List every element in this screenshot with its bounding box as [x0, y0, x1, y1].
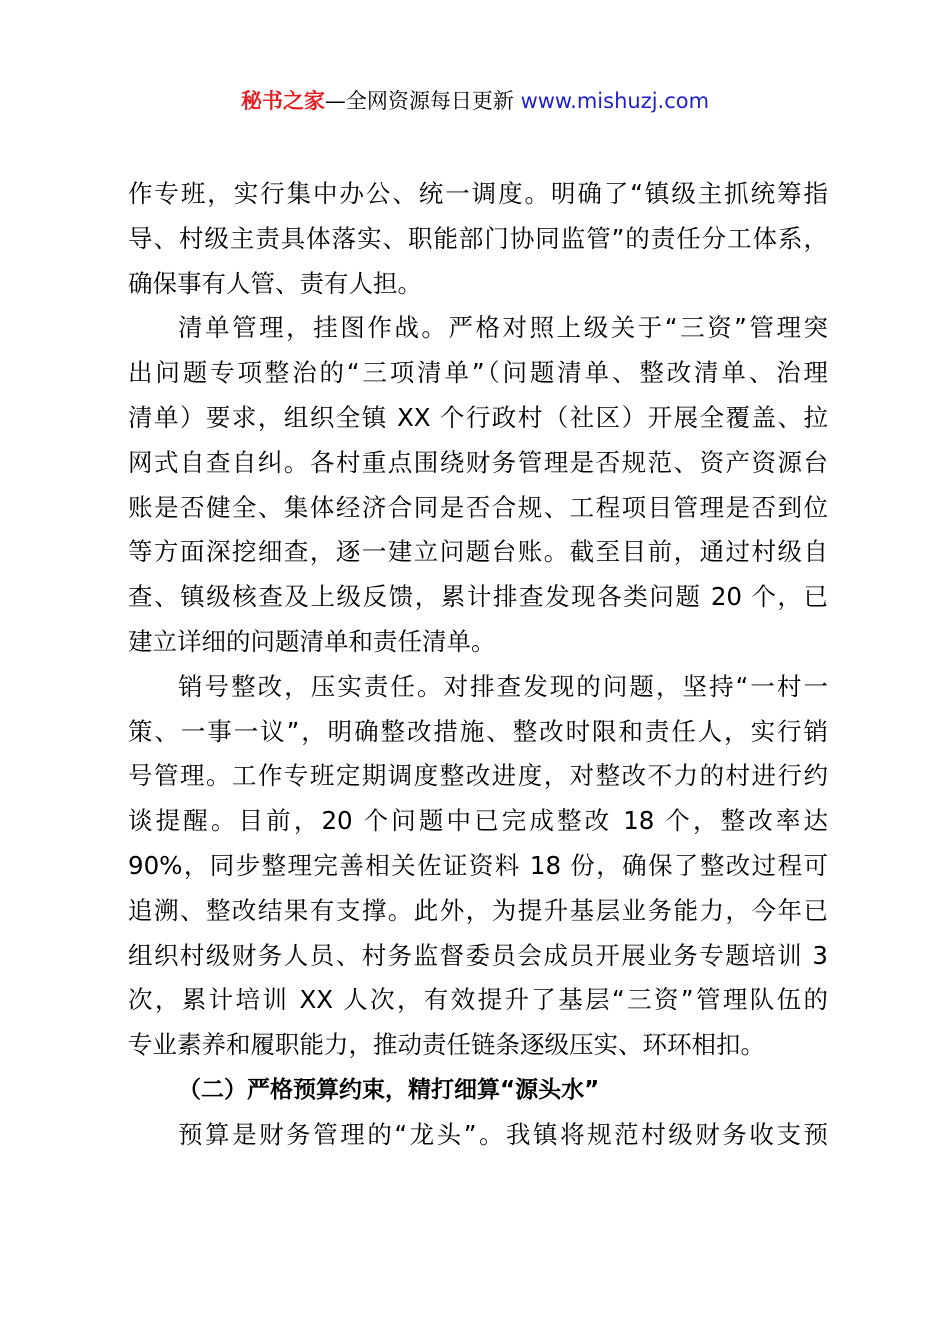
- section-heading: （二）严格预算约束，精打细算“源头水”: [178, 1076, 600, 1103]
- site-brand: 秘书之家: [240, 89, 325, 113]
- text-line: 谈提醒。目前，20 个问题中已完成整改 18 个，整改率达: [128, 806, 828, 836]
- text-line: 清单）要求，组织全镇 XX 个行政村（社区）开展全覆盖、拉: [128, 402, 828, 432]
- text-line: 作专班，实行集中办公、统一调度。明确了“镇级主抓统筹指: [128, 179, 828, 208]
- text-line: 建立详细的问题清单和责任清单。: [128, 626, 496, 656]
- site-url-link[interactable]: www.mishuzj.com: [520, 89, 710, 113]
- site-header: [0, 86, 950, 116]
- text-line: 等方面深挖细查，逐一建立问题台账。截至目前，通过村级自: [128, 537, 828, 567]
- paragraph-start-line: 清单管理，挂图作战。严格对照上级关于“三资”管理突: [178, 313, 828, 343]
- text-line: 查、镇级核查及上级反馈，累计排查发现各类问题 20 个，已: [128, 582, 828, 612]
- text-line: 导、村级主责具体落实、职能部门协同监管”的责任分工体系，: [128, 223, 828, 253]
- site-tagline: —全网资源每日更新: [324, 89, 521, 113]
- text-line: 90%，同步整理完善相关佐证资料 18 份，确保了整改过程可: [128, 850, 828, 880]
- text-line: 专业素养和履职能力，推动责任链条逐级压实、环环相扣。: [128, 1030, 765, 1060]
- text-line: 网式自查自纠。各村重点围绕财务管理是否规范、资产资源台: [128, 447, 828, 477]
- text-line: 账是否健全、集体经济合同是否合规、工程项目管理是否到位: [128, 492, 828, 522]
- text-line: 组织村级财务人员、村务监督委员会成员开展业务专题培训 3: [128, 940, 828, 970]
- text-line: 出问题专项整治的“三项清单”（问题清单、整改清单、治理: [128, 358, 828, 388]
- text-line: 次，累计培训 XX 人次，有效提升了基层“三资”管理队伍的: [128, 985, 828, 1015]
- paragraph-start-line: 销号整改，压实责任。对排查发现的问题，坚持“一村一: [178, 671, 828, 701]
- text-line: 号管理。工作专班定期调度整改进度，对整改不力的村进行约: [128, 761, 828, 791]
- paragraph-start-line: 预算是财务管理的“龙头”。我镇将规范村级财务收支预: [178, 1119, 828, 1149]
- document-body: [128, 172, 828, 1158]
- text-line: 追溯、整改结果有支撑。此外，为提升基层业务能力，今年已: [128, 895, 828, 925]
- text-line: 确保事有人管、责有人担。: [128, 268, 422, 298]
- text-line: 策、一事一议”，明确整改措施、整改时限和责任人，实行销: [128, 716, 828, 746]
